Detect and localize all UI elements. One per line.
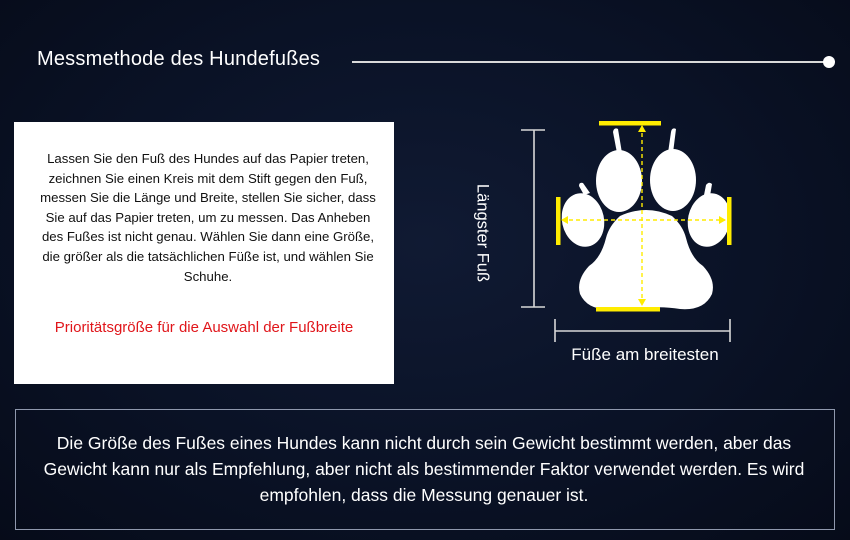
- header-divider-line: [352, 61, 824, 63]
- instruction-text: Lassen Sie den Fuß des Hundes auf das Papier treten, zeichnen Sie einen Kreis mit dem Stift gegen den Fuß, messen Sie die Länge und Breite, stellen Sie sicher, dass Sie auf das Papier treten, um zu messen. Das Anheben des Fußes ist nicht genau. Wählen Sie dann eine Größe, die größer als die tatsächlichen Füße ist, und wählen Sie Schuhe.: [40, 151, 376, 284]
- paw-print-icon: [557, 128, 735, 309]
- width-dimension-line: [555, 319, 730, 342]
- weight-note-box: [15, 409, 835, 530]
- priority-note: Prioritätsgröße für die Auswahl der Fußbreite: [54, 319, 354, 336]
- header-divider-dot: [823, 56, 835, 68]
- left-width-marker: [556, 197, 561, 245]
- top-length-marker: [599, 121, 661, 126]
- instruction-card: [14, 122, 394, 384]
- weight-note-text: Die Größe des Fußes eines Hundes kann nicht durch sein Gewicht bestimmt werden, aber das Gewicht kann nur als Empfehlung, aber nicht als bestimmender Faktor verwendet werden. Es wird empfohlen, dass die Messung genauer ist.: [43, 433, 805, 505]
- bottom-length-marker: [596, 307, 660, 312]
- width-label: Füße am breitesten: [571, 345, 719, 364]
- length-label-text: Längster Fuß: [473, 183, 492, 283]
- length-dimension-line: [521, 130, 545, 307]
- page-title: Messmethode des Hundefußes: [37, 48, 321, 70]
- paw-measurement-diagram: [480, 108, 780, 378]
- right-width-marker: [727, 197, 732, 245]
